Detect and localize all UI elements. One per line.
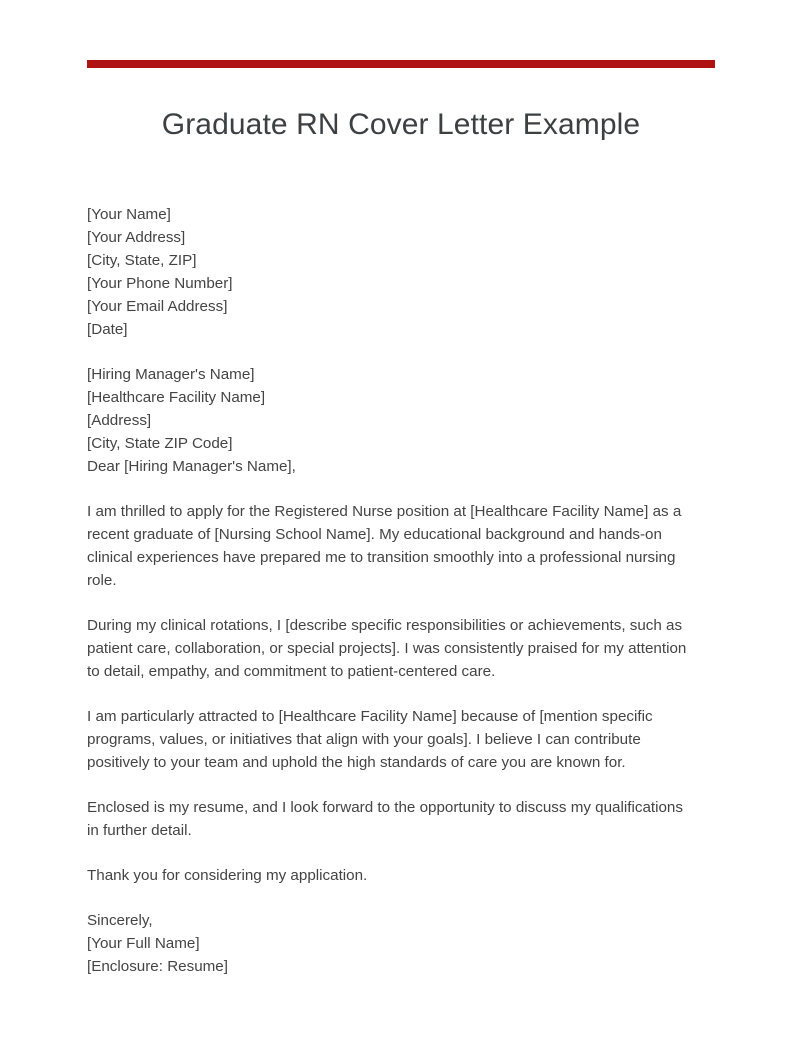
cover-letter-body (87, 203, 687, 978)
recipient-address-block (87, 363, 687, 478)
recipient-line-manager: [Hiring Manager's Name] (87, 366, 255, 383)
signature-block (87, 909, 687, 978)
recipient-line-city: [City, State ZIP Code] (87, 435, 233, 452)
recipient-line-facility: [Healthcare Facility Name] (87, 389, 266, 406)
body-paragraph-2: During my clinical rotations, I [describe specific responsibilities or achievements, such as patient care, collaboration, or special projects]. I was consistently praised for my attention to detail, empathy, and commitment to patient-centered care. (87, 617, 687, 680)
body-paragraph-3: I am particularly attracted to [Healthcare Facility Name] because of [mention specific programs, values, or initiatives that align with your goals]. I believe I can contribute positively to your team and uphold the high standards of care you are known for. (87, 708, 653, 771)
sender-address-block (87, 203, 687, 341)
sender-line-name: [Your Name] (87, 206, 171, 223)
sender-line-phone: [Your Phone Number] (87, 275, 233, 292)
sender-line-city: [City, State, ZIP] (87, 252, 197, 269)
recipient-line-address: [Address] (87, 412, 152, 429)
salutation: Dear [Hiring Manager's Name], (87, 458, 296, 475)
page-title: Graduate RN Cover Letter Example (161, 108, 641, 141)
signer-name: [Your Full Name] (87, 935, 200, 952)
body-paragraph-5: Thank you for considering my application. (87, 867, 368, 884)
sender-line-email: [Your Email Address] (87, 298, 228, 315)
body-paragraph-4: Enclosed is my resume, and I look forward to the opportunity to discuss my qualifications in further detail. (87, 799, 683, 839)
sender-line-date: [Date] (87, 321, 128, 338)
body-paragraph-1: I am thrilled to apply for the Registered Nurse position at [Healthcare Facility Name] as a recent graduate of [Nursing School Name]. My educational background and hands-on clinical experiences have prepared me to transition smoothly into a professional nursing role. (87, 503, 682, 589)
sender-line-street: [Your Address] (87, 229, 186, 246)
closing-salutation: Sincerely, (87, 912, 153, 929)
enclosure-note: [Enclosure: Resume] (87, 958, 228, 975)
top-accent-bar (87, 60, 715, 68)
